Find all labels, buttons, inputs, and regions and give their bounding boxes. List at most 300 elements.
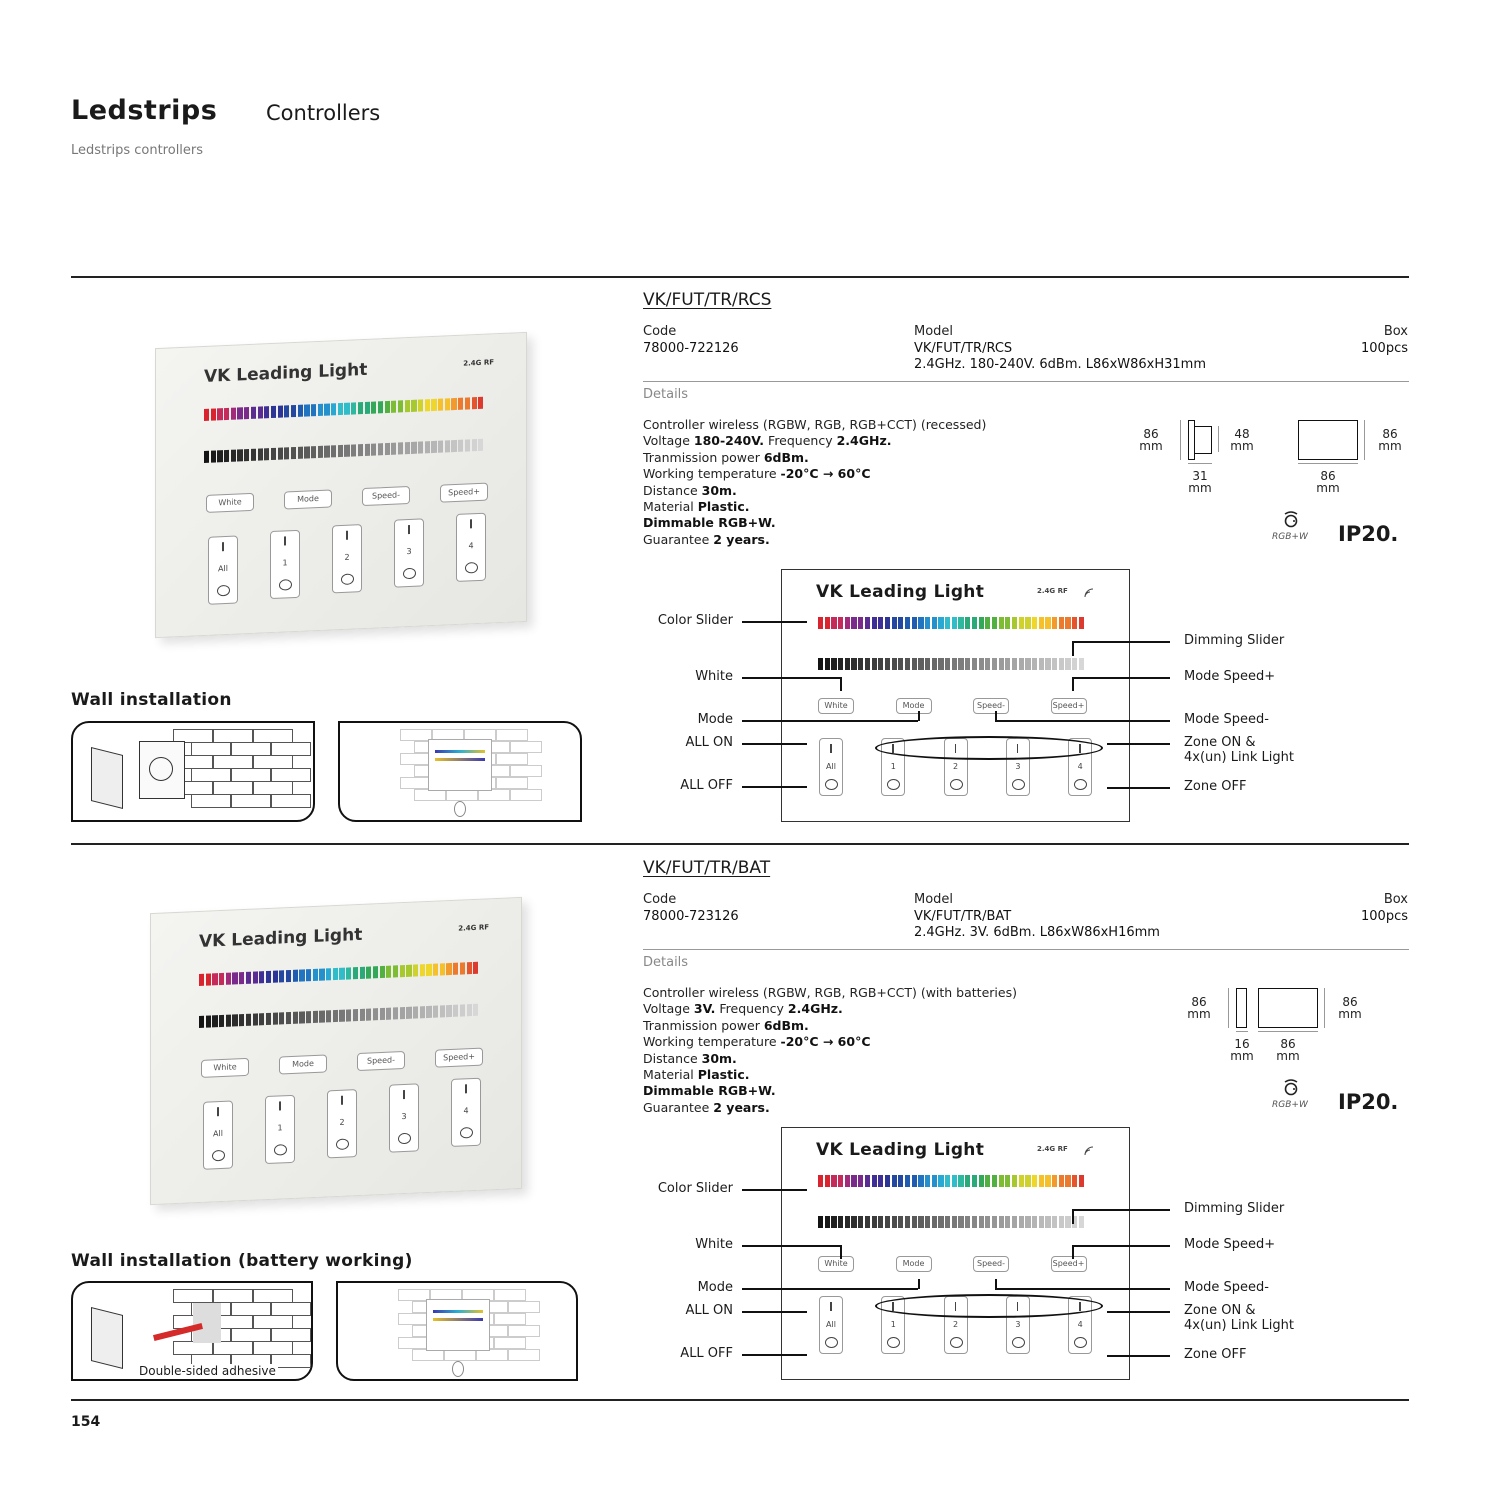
installation-illustration-step1: [71, 721, 315, 822]
dimming-slider-segment: [945, 658, 950, 670]
button-speed-minus[interactable]: Speed-: [973, 1256, 1009, 1272]
photo-zone-button[interactable]: [208, 535, 238, 604]
dimming-slider-segment: [932, 1216, 937, 1228]
brick: [271, 768, 311, 782]
callout-mode-speed-: Mode Speed+: [1184, 1237, 1276, 1252]
spec-value: Plastic.: [697, 499, 750, 515]
dimming-slider-segment: [851, 658, 856, 670]
color-slider-segment: [1032, 1175, 1037, 1187]
color-slider-segment: [892, 1175, 897, 1187]
color-slider-segment: [1025, 1175, 1030, 1187]
spec-value: Dimmable RGB+W.: [643, 515, 776, 531]
photo-zone-button[interactable]: [203, 1100, 233, 1169]
zone-label: 1: [890, 1320, 896, 1329]
dimming-slider-segment: [912, 1216, 917, 1228]
brick: [253, 1315, 293, 1329]
callout-4x-un-link-light: 4x(un) Link Light: [1184, 750, 1294, 765]
callout-mode: Mode: [697, 712, 733, 727]
dim-unit: mm: [1187, 1007, 1211, 1021]
brick: [231, 1302, 271, 1316]
dimming-slider-segment: [1052, 658, 1057, 670]
spec-line: [643, 1067, 1017, 1083]
rf-label: 2.4G RF: [458, 923, 489, 933]
dimming-slider-segment: [1079, 658, 1084, 670]
color-slider-segment: [992, 617, 997, 629]
mini-slider: [435, 750, 485, 753]
product-model-spec: 2.4GHz. 3V. 6dBm. L86xW86xH16mm: [914, 925, 1160, 940]
dimming-slider-segment: [371, 443, 376, 455]
dimming-slider-segment: [258, 448, 263, 460]
photo-zone-button[interactable]: [327, 1089, 357, 1158]
brick: [508, 1301, 540, 1313]
callout-leader: [1107, 1355, 1170, 1357]
dimming-slider-segment: [1005, 658, 1010, 670]
dimming-slider-segment: [825, 1216, 830, 1228]
color-slider-segment: [286, 970, 291, 982]
spec-value: 2 years.: [713, 1099, 770, 1115]
color-slider-segment: [324, 403, 329, 415]
dimming-slider-segment: [380, 1008, 385, 1020]
callout-leader: [918, 711, 920, 721]
remote-pendant-sketch: [454, 801, 466, 817]
color-slider-segment: [426, 964, 431, 976]
dimming-slider[interactable]: [204, 439, 483, 463]
dimming-slider-segment: [845, 658, 850, 670]
dimming-slider-segment: [878, 658, 883, 670]
dimming-slider-segment: [259, 1013, 264, 1025]
dim-depth-inner: [1222, 428, 1262, 452]
dimming-slider-segment: [865, 658, 870, 670]
zone-all-button[interactable]: [819, 738, 843, 796]
color-slider-segment: [925, 1175, 930, 1187]
dimming-slider-segment: [912, 658, 917, 670]
color-slider-segment: [304, 404, 309, 416]
dimming-slider-segment: [246, 1014, 251, 1026]
dimming-slider-segment: [473, 1004, 478, 1016]
color-slider-segment: [438, 399, 443, 411]
color-slider-segment: [313, 969, 318, 981]
callout-white: White: [695, 669, 733, 684]
brick: [213, 1289, 253, 1303]
on-mark: [346, 531, 348, 540]
color-slider-segment: [385, 401, 390, 413]
dimming-slider-segment: [253, 1013, 258, 1025]
button-mode[interactable]: Mode: [896, 698, 932, 714]
photo-button-mode[interactable]: Mode: [284, 489, 332, 509]
color-slider-segment: [418, 399, 423, 411]
brick: [231, 742, 271, 756]
dim-unit: mm: [1139, 439, 1163, 453]
dimming-slider-segment: [898, 1216, 903, 1228]
callout-zone-on-: Zone ON &: [1184, 735, 1256, 750]
dimming-slider-segment: [1072, 658, 1077, 670]
dimming-slider-segment: [872, 658, 877, 670]
brick: [510, 741, 542, 753]
dimming-slider-segment: [391, 443, 396, 455]
dim-line: [1180, 420, 1181, 460]
dimming-slider-segment: [985, 1216, 990, 1228]
off-circle: [336, 1138, 349, 1150]
color-slider-segment: [366, 966, 371, 978]
spec-text: Voltage: [643, 1001, 694, 1017]
spec-value: 6dBm.: [763, 1017, 809, 1033]
color-slider-segment: [246, 972, 251, 984]
dimming-slider-segment: [224, 450, 229, 462]
front-view: [1298, 420, 1358, 460]
color-slider-segment: [318, 404, 323, 416]
dimming-slider-segment: [1059, 658, 1064, 670]
callout-white: White: [695, 1237, 733, 1252]
button-mode[interactable]: Mode: [896, 1256, 932, 1272]
color-slider-segment: [217, 408, 222, 420]
callout-zone-off: Zone OFF: [1184, 1347, 1247, 1362]
installation-caption: Double-sided adhesive: [139, 1364, 276, 1378]
callout-color-slider: Color Slider: [657, 613, 733, 628]
dimming-slider-segment: [266, 1013, 271, 1025]
product-model: VK/FUT/TR/RCS: [914, 341, 1013, 356]
installation-heading: Wall installation: [71, 690, 232, 710]
zone-label: 1: [282, 558, 288, 568]
dimming-slider-segment: [838, 1216, 843, 1228]
model-label: Model: [914, 324, 954, 339]
dimming-slider-segment: [972, 1216, 977, 1228]
color-slider-segment: [473, 962, 478, 974]
remote-pendant-sketch: [452, 1361, 464, 1377]
color-slider-segment: [266, 971, 271, 983]
color-slider-segment: [386, 966, 391, 978]
brick: [510, 789, 542, 801]
callout-leader: [742, 621, 807, 623]
dimming-slider[interactable]: [199, 1004, 478, 1028]
photo-button-speed[interactable]: Speed+: [440, 483, 488, 503]
mini-slider: [435, 758, 485, 761]
dimming-slider-segment: [885, 1216, 890, 1228]
color-slider-segment: [979, 1175, 984, 1187]
color-slider-segment: [872, 1175, 877, 1187]
dimming-slider-segment: [271, 448, 276, 460]
dimming-slider-segment: [1025, 658, 1030, 670]
wireless-icon: [1084, 1141, 1094, 1151]
brick: [271, 794, 311, 808]
product-title: VK/FUT/TR/RCS: [643, 290, 772, 310]
dimming-slider-segment: [406, 1007, 411, 1019]
color-slider-segment: [825, 617, 830, 629]
dimming-slider-segment: [431, 441, 436, 453]
color-slider-segment: [912, 617, 917, 629]
color-slider-segment: [326, 968, 331, 980]
dimming-slider-segment: [999, 658, 1004, 670]
spec-value: 3V.: [693, 1001, 716, 1017]
brick: [494, 1337, 526, 1349]
dimming-slider-segment: [264, 448, 269, 460]
dimming-slider-segment: [386, 1008, 391, 1020]
dimming-slider-segment: [426, 1006, 431, 1018]
color-slider-segment: [892, 617, 897, 629]
dimming-slider-segment: [1032, 658, 1037, 670]
spec-value: 180-240V.: [693, 433, 765, 449]
color-slider-segment: [465, 397, 470, 409]
dimming-slider-segment: [858, 1216, 863, 1228]
brick: [508, 1325, 540, 1337]
off-circle: [887, 1337, 900, 1348]
color-slider[interactable]: [199, 962, 478, 986]
spec-text: Working temperature: [643, 1034, 781, 1050]
callout-leader: [840, 677, 842, 691]
spec-text: Controller wireless (RGBW, RGB, RGB+CCT) (with batteries): [643, 985, 1017, 1000]
dimming-slider-segment: [217, 450, 222, 462]
color-slider-segment: [351, 402, 356, 414]
color-slider-segment: [945, 617, 950, 629]
dimming-slider-segment: [346, 1009, 351, 1021]
spec-text: Tranmission power: [643, 449, 764, 465]
callout-all-off: ALL OFF: [680, 1346, 733, 1361]
dimming-slider-segment: [985, 658, 990, 670]
brick: [213, 729, 253, 743]
details-heading: Details: [643, 387, 689, 402]
brick: [253, 729, 293, 743]
button-speed-plus[interactable]: Speed+: [1051, 1256, 1087, 1272]
dim-depth: [1180, 470, 1220, 494]
dimming-slider-segment: [344, 445, 349, 457]
dimming-slider-segment: [232, 1014, 237, 1026]
photo-button-white[interactable]: White: [201, 1058, 249, 1078]
color-slider-segment: [306, 969, 311, 981]
dimming-slider-segment: [405, 442, 410, 454]
color-slider-segment: [845, 1175, 850, 1187]
color-slider-segment: [831, 1175, 836, 1187]
color-slider-segment: [838, 1175, 843, 1187]
color-slider-segment: [1059, 617, 1064, 629]
dimming-slider-segment: [1065, 1216, 1070, 1228]
dimming-slider-segment: [918, 1216, 923, 1228]
dim-front-width-value: 86: [1280, 1037, 1296, 1051]
wireless-icon: [1084, 583, 1094, 593]
dimming-slider-segment: [420, 1006, 425, 1018]
brick: [496, 777, 528, 789]
dimming-slider-segment: [938, 658, 943, 670]
dimming-slider-segment: [211, 450, 216, 462]
color-slider-segment: [1065, 1175, 1070, 1187]
color-slider-segment: [378, 401, 383, 413]
box-label: Box: [1383, 892, 1408, 907]
spec-text: Tranmission power: [643, 1017, 764, 1033]
color-slider-segment: [1065, 617, 1070, 629]
dimming-slider-segment: [251, 449, 256, 461]
callout-leader: [1072, 1245, 1170, 1247]
color-slider-segment: [985, 617, 990, 629]
dimming-slider-segment: [818, 658, 823, 670]
dimming-slider-segment: [306, 1011, 311, 1023]
photo-button-speed[interactable]: Speed+: [435, 1048, 483, 1068]
dimming-slider-segment: [204, 451, 209, 463]
dimming-slider-segment: [478, 439, 483, 451]
callout-leader: [995, 1288, 1170, 1290]
dimension-drawing: [1130, 410, 1420, 550]
off-circle: [825, 1337, 838, 1348]
photo-button-speed[interactable]: Speed-: [362, 486, 410, 506]
dimming-slider-segment: [411, 442, 416, 454]
spec-line: [643, 1083, 1017, 1099]
dimming-slider-segment: [831, 658, 836, 670]
photo-zone-button[interactable]: [456, 513, 486, 582]
dimming-slider-segment: [231, 450, 236, 462]
photo-zone-button[interactable]: [451, 1078, 481, 1147]
dimming-slider-segment: [865, 1216, 870, 1228]
dim-front-height-value: 86: [1382, 427, 1398, 441]
zone-label: 1: [277, 1123, 283, 1133]
dimming-slider-segment: [952, 1216, 957, 1228]
spec-text: Working temperature: [643, 466, 781, 482]
color-slider[interactable]: [818, 617, 1084, 629]
color-slider-segment: [393, 965, 398, 977]
color-slider-segment: [938, 617, 943, 629]
spec-line: [643, 499, 986, 515]
color-slider-segment: [458, 398, 463, 410]
on-mark: [470, 519, 472, 528]
photo-zone-button[interactable]: [394, 518, 424, 587]
callout-dimming-slider: Dimming Slider: [1184, 1201, 1285, 1216]
rgbw-label: RGB+W: [1272, 532, 1308, 542]
zone-label: 3: [1015, 1320, 1021, 1329]
dimming-slider-segment: [273, 1013, 278, 1025]
rf-label: 2.4G RF: [463, 358, 494, 368]
photo-zone-button[interactable]: [270, 530, 300, 599]
button-speed-minus[interactable]: Speed-: [973, 698, 1009, 714]
dimming-slider[interactable]: [818, 658, 1084, 670]
details-divider: [643, 949, 1409, 950]
spec-text: Distance: [643, 1050, 702, 1066]
color-slider-segment: [446, 963, 451, 975]
off-circle: [398, 1133, 411, 1145]
color-slider-segment: [1032, 617, 1037, 629]
spec-text: Guarantee: [643, 1099, 714, 1115]
dimming-slider-segment: [958, 1216, 963, 1228]
dim-height: [1178, 996, 1220, 1020]
zone-all-button[interactable]: [819, 1296, 843, 1354]
dimming-slider-segment: [858, 658, 863, 670]
side-view-body: [1195, 426, 1212, 454]
dimming-slider-segment: [440, 1005, 445, 1017]
color-slider-segment: [865, 1175, 870, 1187]
brick: [496, 753, 528, 765]
dimmer-icon: [1282, 510, 1300, 526]
page-category: Ledstrips controllers: [71, 143, 204, 158]
color-slider-segment: [291, 405, 296, 417]
spec-value: 30m.: [701, 482, 737, 498]
dimming-slider-segment: [1019, 658, 1024, 670]
spec-text: Voltage: [643, 433, 694, 449]
dimming-slider-segment: [958, 658, 963, 670]
color-slider-segment: [992, 1175, 997, 1187]
brick: [508, 1349, 540, 1361]
dimension-drawing: [1130, 978, 1420, 1118]
color-slider-segment: [284, 405, 289, 417]
color-slider-segment: [273, 971, 278, 983]
off-circle: [887, 779, 900, 790]
callout-leader: [1072, 677, 1074, 691]
button-white[interactable]: White: [818, 698, 854, 714]
zone-label: 4: [1077, 762, 1083, 771]
dim-unit: mm: [1378, 439, 1402, 453]
dimming-slider-segment: [393, 1007, 398, 1019]
color-slider-segment: [865, 617, 870, 629]
dimming-slider[interactable]: [818, 1216, 1084, 1228]
zone-label: All: [826, 762, 836, 771]
dimming-slider-segment: [338, 445, 343, 457]
spec-line: [643, 985, 1017, 1001]
dimming-slider-segment: [445, 440, 450, 452]
photo-zone-button[interactable]: [332, 524, 362, 593]
color-slider-segment: [972, 617, 977, 629]
color-slider-segment: [851, 617, 856, 629]
zone-label: 4: [468, 541, 474, 551]
photo-button-white[interactable]: White: [206, 493, 254, 513]
controller-diagram: [781, 569, 1130, 822]
spec-value: Dimmable RGB+W.: [643, 1083, 776, 1099]
color-slider-segment: [472, 397, 477, 409]
color-slider-segment: [344, 403, 349, 415]
spec-value: -20°C → 60°C: [780, 466, 871, 482]
dimming-slider-segment: [838, 658, 843, 670]
photo-zone-button[interactable]: [389, 1083, 419, 1152]
zone-label: 1: [890, 762, 896, 771]
spec-text: Material: [643, 1067, 698, 1083]
color-slider[interactable]: [204, 397, 483, 421]
section-divider: [71, 843, 1409, 845]
color-slider[interactable]: [818, 1175, 1084, 1187]
callout-all-on: ALL ON: [685, 1303, 733, 1318]
product-model: VK/FUT/TR/BAT: [914, 909, 1012, 924]
callout-leader: [1072, 1209, 1074, 1224]
button-speed-plus[interactable]: Speed+: [1051, 698, 1087, 714]
dimming-slider-segment: [353, 1009, 358, 1021]
color-slider-segment: [1025, 617, 1030, 629]
photo-button-mode[interactable]: Mode: [279, 1054, 327, 1074]
color-slider-segment: [224, 408, 229, 420]
color-slider-segment: [278, 406, 283, 418]
spec-line: [643, 450, 986, 466]
color-slider-segment: [391, 401, 396, 413]
dim-depth-value: 31: [1192, 469, 1208, 483]
zone-on-highlight: [875, 1294, 1103, 1318]
brick: [213, 781, 253, 795]
product-photo: [155, 332, 527, 638]
photo-zone-button[interactable]: [265, 1095, 295, 1164]
dim-unit: mm: [1338, 1007, 1362, 1021]
color-slider-segment: [420, 964, 425, 976]
dimming-slider-segment: [358, 444, 363, 456]
callout-leader: [742, 1288, 918, 1290]
color-slider-segment: [818, 617, 823, 629]
color-slider-segment: [938, 1175, 943, 1187]
installation-illustration-step1: [71, 1281, 313, 1381]
dimming-slider-segment: [365, 444, 370, 456]
color-slider-segment: [199, 974, 204, 986]
button-white[interactable]: White: [818, 1256, 854, 1272]
callout-leader: [995, 711, 997, 721]
dimming-slider-segment: [433, 1006, 438, 1018]
color-slider-segment: [239, 972, 244, 984]
color-slider-segment: [918, 617, 923, 629]
dimming-slider-segment: [972, 658, 977, 670]
dimming-slider-segment: [398, 442, 403, 454]
callout-mode-speed-: Mode Speed+: [1184, 669, 1276, 684]
photo-button-speed[interactable]: Speed-: [357, 1051, 405, 1071]
callout-leader: [1107, 787, 1170, 789]
color-slider-segment: [838, 617, 843, 629]
dimming-slider-segment: [905, 658, 910, 670]
spec-text: Distance: [643, 482, 702, 498]
